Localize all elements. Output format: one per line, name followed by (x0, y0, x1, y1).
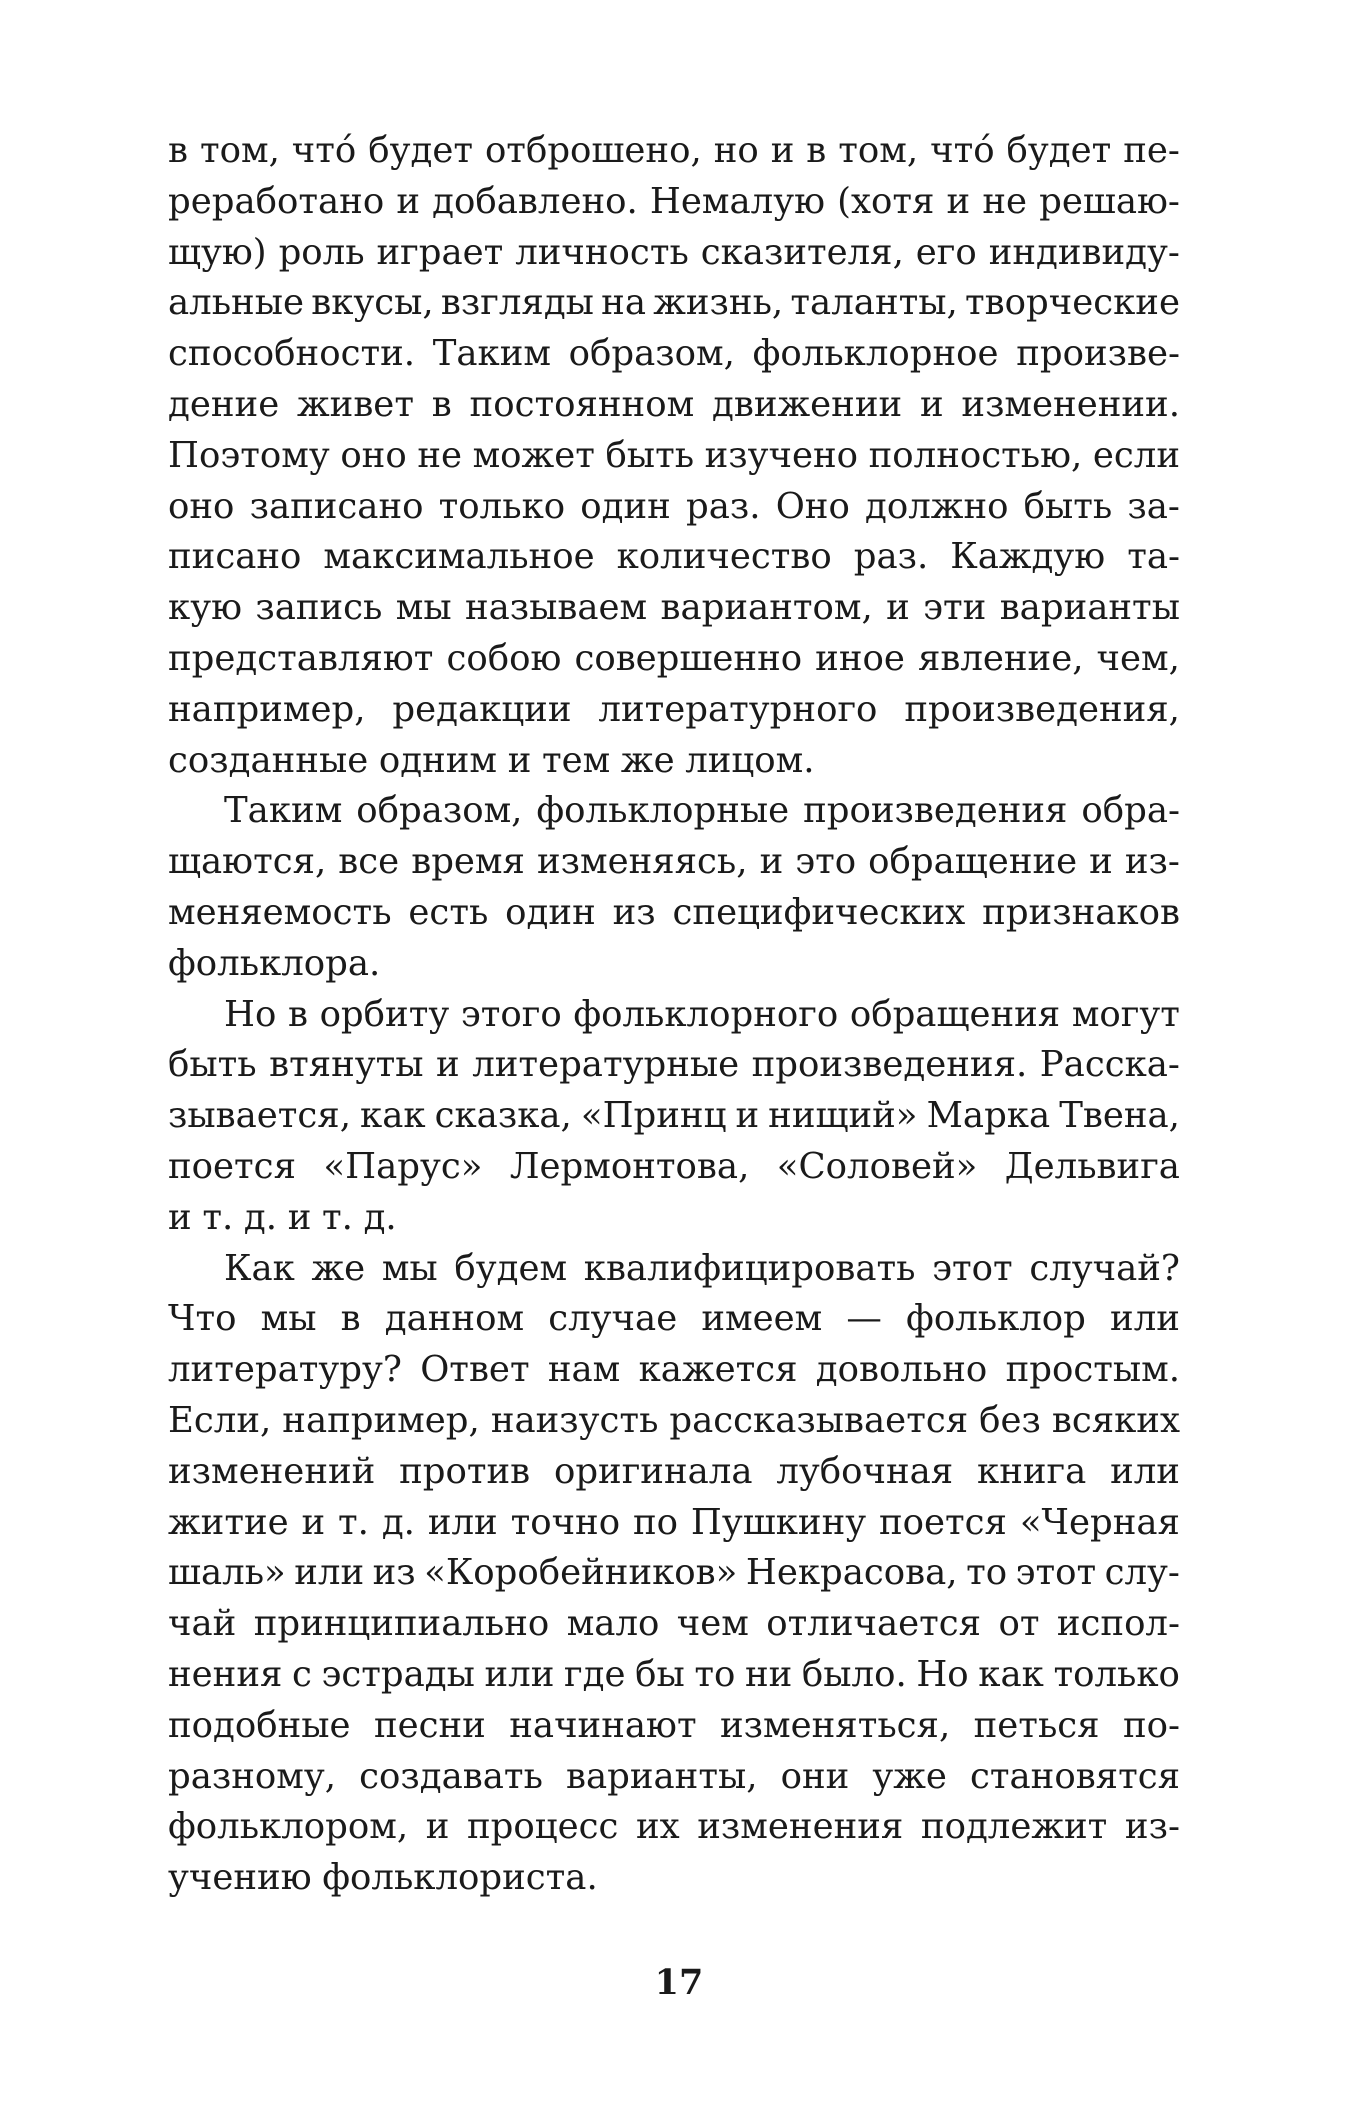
text-line: писано максимальное количество раз. Каждую та- (168, 536, 1180, 578)
text-line: поется «Парус» Лермонтова, «Соловей» Дельвига (168, 1145, 1180, 1187)
text-line: Но в орбиту этого фольклорного обращения могут (224, 993, 1180, 1035)
text-line: щаются, все время изменяясь, и это обращение и из- (168, 841, 1180, 883)
text-line: щую) роль играет личность сказителя, его индивиду- (168, 231, 1180, 273)
text-line: фольклора. (168, 942, 381, 984)
text-line: оно записано только один раз. Оно должно быть за- (168, 485, 1180, 527)
paragraph (168, 126, 1180, 786)
text-line: Таким образом, фольклорные произведения обра- (224, 790, 1180, 832)
page-number: 17 (654, 1962, 704, 2003)
text-line: литературу? Ответ нам кажется довольно простым. (168, 1349, 1180, 1391)
text-line: в том, что́ будет отброшено, но и в том, что́ будет пе- (168, 130, 1180, 171)
text-line: Что мы в данном случае имеем — фольклор или (168, 1298, 1180, 1340)
paragraph (168, 786, 1180, 989)
text-line: чай принципиально мало чем отличается от испол- (168, 1603, 1180, 1645)
text-line: учению фольклориста. (168, 1857, 598, 1899)
text-line: изменений против оригинала лубочная книга или (168, 1450, 1180, 1492)
text-line: нения с эстрады или где бы то ни было. Но как только (168, 1653, 1180, 1695)
text-line: представляют собою совершенно иное явление, чем, (168, 637, 1180, 679)
text-line: шаль» или из «Коробейников» Некрасова, то этот слу- (168, 1552, 1180, 1594)
body-text (168, 126, 1180, 1904)
paragraph (168, 990, 1180, 1244)
text-line: реработано и добавлено. Немалую (хотя и не решаю- (168, 180, 1180, 222)
text-line: например, редакции литературного произведения, (168, 688, 1180, 730)
text-line: подобные песни начинают изменяться, петься по- (168, 1704, 1180, 1746)
text-line: и т. д. и т. д. (168, 1196, 397, 1238)
text-line: способности. Таким образом, фольклорное произве- (168, 333, 1180, 375)
text-line: альные вкусы, взгляды на жизнь, таланты, творческие (168, 282, 1180, 324)
text-line: фольклором, и процесс их изменения подлежит из- (168, 1806, 1180, 1848)
text-line: созданные одним и тем же лицом. (168, 739, 815, 781)
text-line: меняемость есть один из специфических признаков (168, 891, 1180, 933)
text-line: житие и т. д. или точно по Пушкину поется «Черная (168, 1501, 1180, 1543)
text-line: Как же мы будем квалифицировать этот случай? (224, 1247, 1180, 1289)
text-line: разному, создавать варианты, они уже становятся (168, 1755, 1180, 1797)
text-line: дение живет в постоянном движении и изменении. (168, 383, 1180, 425)
text-line: быть втянуты и литературные произведения. Расска- (168, 1044, 1180, 1086)
text-line: Поэтому оно не может быть изучено полностью, если (168, 434, 1180, 476)
text-line: Если, например, наизусть рассказывается без всяких (168, 1399, 1180, 1441)
text-line: зывается, как сказка, «Принц и нищий» Марка Твена, (168, 1095, 1180, 1137)
paragraph (168, 1244, 1180, 1904)
text-line: кую запись мы называем вариантом, и эти варианты (168, 587, 1180, 629)
